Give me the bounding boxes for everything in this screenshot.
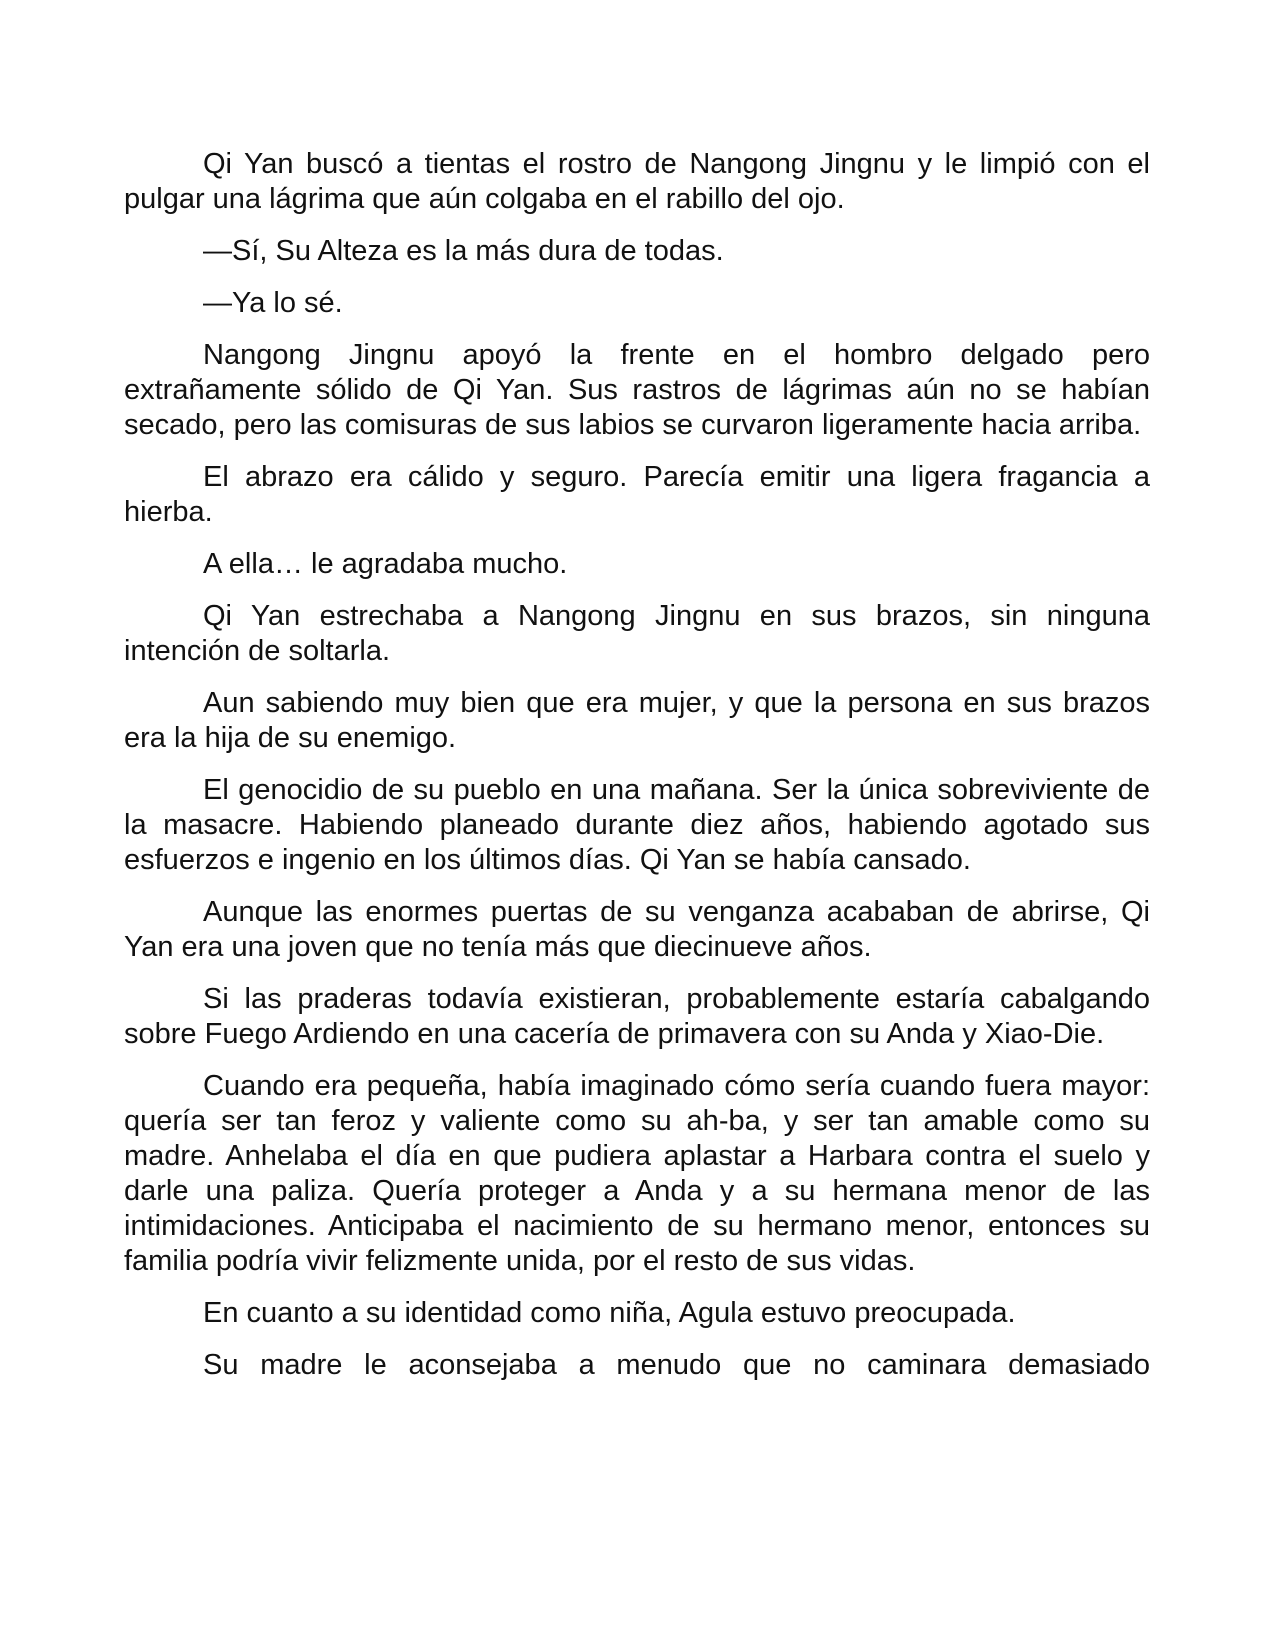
body-text [124,147,1150,1383]
paragraph: El abrazo era cálido y seguro. Parecía emitir una ligera fragancia a hierba. [124,461,1150,528]
paragraph: Nangong Jingnu apoyó la frente en el hombro delgado pero extrañamente sólido de Qi Yan. Sus rastros de lágrimas aún no se habían secado, pero las comisuras de sus labios se curvaron ligeramente hacia arriba. [124,339,1150,441]
paragraph: —Ya lo sé. [203,287,343,319]
paragraph: Qi Yan buscó a tientas el rostro de Nangong Jingnu y le limpió con el pulgar una lágrima que aún colgaba en el rabillo del ojo. [124,148,1150,215]
paragraph: Aun sabiendo muy bien que era mujer, y que la persona en sus brazos era la hija de su enemigo. [124,687,1150,754]
paragraph: Su madre le aconsejaba a menudo que no caminara demasiado [203,1349,1150,1381]
paragraph: —Sí, Su Alteza es la más dura de todas. [203,235,724,267]
paragraph: En cuanto a su identidad como niña, Agula estuvo preocupada. [203,1297,1016,1329]
paragraph: Si las praderas todavía existieran, probablemente estaría cabalgando sobre Fuego Ardiendo en una cacería de primavera con su Anda y Xiao-Die. [124,983,1150,1050]
paragraph: El genocidio de su pueblo en una mañana. Ser la única sobreviviente de la masacre. Habiendo planeado durante diez años, habiendo agotado sus esfuerzos e ingenio en los últimos días. Qi Yan se había cansado. [124,774,1150,876]
paragraph: A ella… le agradaba mucho. [203,548,568,580]
paragraph: Qi Yan estrechaba a Nangong Jingnu en sus brazos, sin ninguna intención de soltarla. [124,600,1150,667]
paragraph: Cuando era pequeña, había imaginado cómo sería cuando fuera mayor: quería ser tan feroz y valiente como su ah-ba, y ser tan amable como su madre. Anhelaba el día en que pudiera aplastar a Harbara contra el suelo y darle una paliza. Quería proteger a Anda y a su hermana menor de las intimidaciones. Anticipaba el nacimiento de su hermano menor, entonces su familia podría vivir felizmente unida, por el resto de sus vidas. [124,1070,1150,1277]
paragraph: Aunque las enormes puertas de su venganza acababan de abrirse, Qi Yan era una joven que no tenía más que diecinueve años. [124,896,1150,963]
